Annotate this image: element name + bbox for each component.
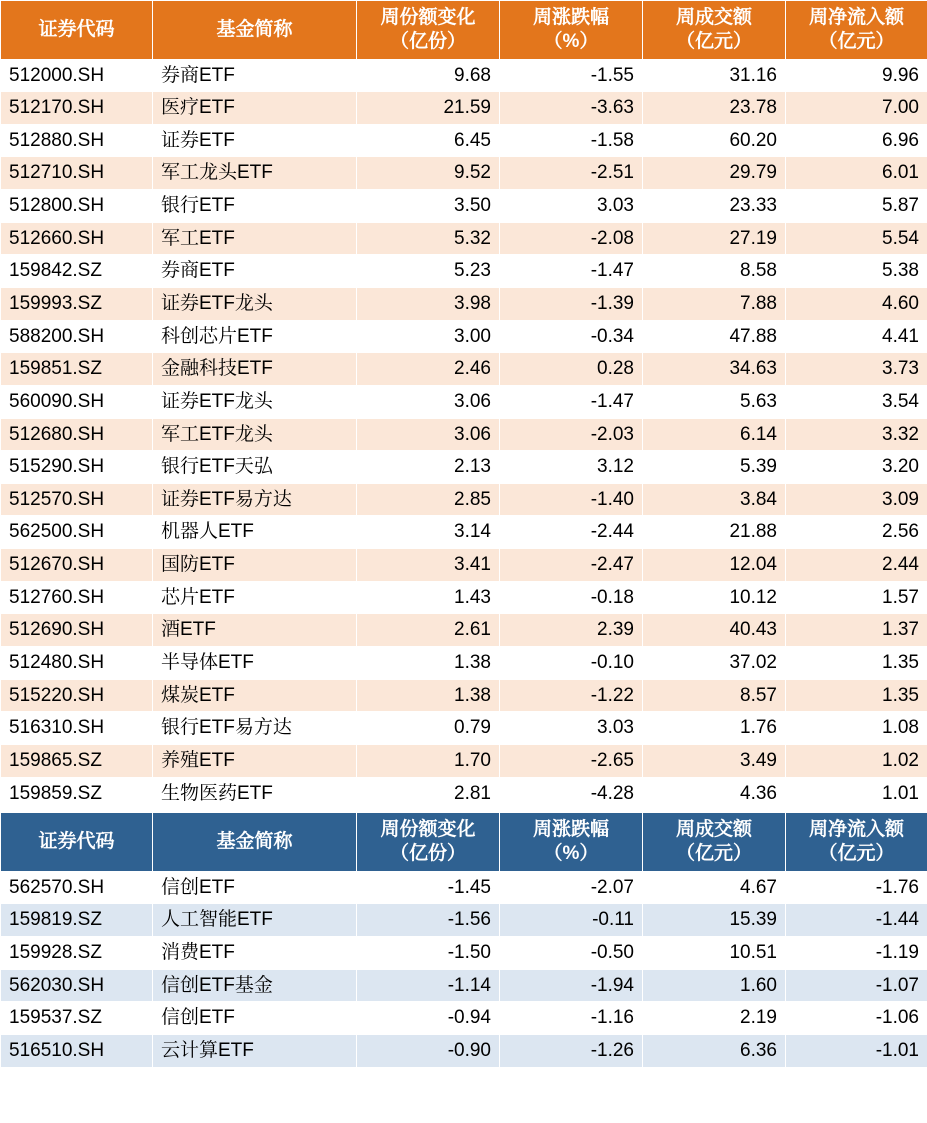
table-row (1, 744, 927, 777)
cell-fund-name: 金融科技ETF (153, 353, 357, 386)
cell-fund-name: 证券ETF易方达 (153, 483, 357, 516)
header-turnover-line1: 周成交额 (675, 819, 752, 841)
cell-fund-name: 酒ETF (153, 614, 357, 647)
cell-share-change: 9.52 (357, 157, 500, 190)
cell-turnover: 4.36 (643, 777, 786, 810)
cell-net-flow: 2.56 (786, 516, 927, 549)
cell-share-change: 3.50 (357, 190, 500, 223)
cell-code: 512880.SH (1, 124, 153, 157)
cell-code: 562500.SH (1, 516, 153, 549)
header-pct-change-line1: 周涨跌幅 (532, 819, 609, 841)
cell-share-change: -0.94 (357, 1002, 500, 1035)
table-row (1, 124, 927, 157)
inflow-table-header (1, 1, 927, 60)
cell-net-flow: -1.01 (786, 1034, 927, 1067)
cell-net-flow: -1.19 (786, 937, 927, 970)
cell-net-flow: 3.20 (786, 451, 927, 484)
table-row (1, 385, 927, 418)
cell-code: 512680.SH (1, 418, 153, 451)
cell-fund-name: 券商ETF (153, 59, 357, 92)
cell-fund-name: 云计算ETF (153, 1034, 357, 1067)
cell-share-change: 1.70 (357, 744, 500, 777)
header-row (1, 1, 927, 60)
cell-pct-change: -1.39 (500, 287, 643, 320)
table-row (1, 581, 927, 614)
cell-code: 512670.SH (1, 549, 153, 582)
cell-net-flow: 9.96 (786, 59, 927, 92)
cell-pct-change: -1.94 (500, 969, 643, 1002)
cell-code: 159851.SZ (1, 353, 153, 386)
cell-pct-change: -0.50 (500, 937, 643, 970)
cell-net-flow: 1.08 (786, 712, 927, 745)
cell-code: 516310.SH (1, 712, 153, 745)
cell-share-change: 3.14 (357, 516, 500, 549)
cell-share-change: 3.41 (357, 549, 500, 582)
cell-share-change: 5.32 (357, 222, 500, 255)
cell-turnover: 34.63 (643, 353, 786, 386)
header-row (1, 813, 927, 872)
cell-share-change: 3.06 (357, 385, 500, 418)
cell-pct-change: 3.12 (500, 451, 643, 484)
cell-turnover: 60.20 (643, 124, 786, 157)
cell-fund-name: 机器人ETF (153, 516, 357, 549)
cell-pct-change: -1.40 (500, 483, 643, 516)
cell-share-change: 3.98 (357, 287, 500, 320)
cell-pct-change: -1.22 (500, 679, 643, 712)
table-row (1, 92, 927, 125)
cell-pct-change: -0.10 (500, 647, 643, 680)
cell-fund-name: 半导体ETF (153, 647, 357, 680)
cell-turnover: 40.43 (643, 614, 786, 647)
cell-share-change: 1.38 (357, 647, 500, 680)
table-row (1, 904, 927, 937)
cell-turnover: 37.02 (643, 647, 786, 680)
cell-net-flow: -1.76 (786, 871, 927, 904)
cell-net-flow: 4.41 (786, 320, 927, 353)
cell-pct-change: 3.03 (500, 712, 643, 745)
cell-code: 562570.SH (1, 871, 153, 904)
cell-fund-name: 证券ETF龙头 (153, 385, 357, 418)
cell-share-change: 2.46 (357, 353, 500, 386)
cell-pct-change: -2.47 (500, 549, 643, 582)
header-name: 基金简称 (153, 1, 357, 60)
cell-code: 159859.SZ (1, 777, 153, 810)
cell-pct-change: -1.47 (500, 255, 643, 288)
table-row (1, 320, 927, 353)
cell-pct-change: -1.26 (500, 1034, 643, 1067)
cell-code: 159537.SZ (1, 1002, 153, 1035)
net-outflow-table (0, 812, 927, 1067)
cell-code: 512570.SH (1, 483, 153, 516)
cell-code: 512000.SH (1, 59, 153, 92)
cell-turnover: 8.58 (643, 255, 786, 288)
cell-pct-change: 2.39 (500, 614, 643, 647)
cell-net-flow: 1.01 (786, 777, 927, 810)
cell-turnover: 3.49 (643, 744, 786, 777)
cell-code: 560090.SH (1, 385, 153, 418)
cell-pct-change: -2.65 (500, 744, 643, 777)
cell-fund-name: 证券ETF (153, 124, 357, 157)
table-row (1, 59, 927, 92)
table-row (1, 969, 927, 1002)
cell-code: 512800.SH (1, 190, 153, 223)
cell-fund-name: 芯片ETF (153, 581, 357, 614)
cell-net-flow: 7.00 (786, 92, 927, 125)
cell-turnover: 47.88 (643, 320, 786, 353)
cell-pct-change: -2.44 (500, 516, 643, 549)
cell-code: 159865.SZ (1, 744, 153, 777)
cell-pct-change: 3.03 (500, 190, 643, 223)
cell-share-change: 21.59 (357, 92, 500, 125)
cell-pct-change: -0.11 (500, 904, 643, 937)
cell-share-change: 3.00 (357, 320, 500, 353)
cell-net-flow: 1.57 (786, 581, 927, 614)
table-row (1, 871, 927, 904)
cell-share-change: 3.06 (357, 418, 500, 451)
cell-turnover: 12.04 (643, 549, 786, 582)
cell-code: 515220.SH (1, 679, 153, 712)
cell-turnover: 31.16 (643, 59, 786, 92)
table-row (1, 353, 927, 386)
cell-pct-change: 0.28 (500, 353, 643, 386)
cell-share-change: 2.85 (357, 483, 500, 516)
cell-fund-name: 煤炭ETF (153, 679, 357, 712)
cell-share-change: 0.79 (357, 712, 500, 745)
cell-code: 588200.SH (1, 320, 153, 353)
inflow-table-body (1, 59, 927, 810)
header-netflow-line2: （亿元） (818, 842, 895, 864)
header-share-change (357, 813, 500, 872)
table-row (1, 647, 927, 680)
table-row (1, 418, 927, 451)
header-code: 证券代码 (1, 1, 153, 60)
cell-share-change: -1.56 (357, 904, 500, 937)
cell-turnover: 10.51 (643, 937, 786, 970)
cell-fund-name: 军工龙头ETF (153, 157, 357, 190)
cell-pct-change: -4.28 (500, 777, 643, 810)
cell-pct-change: -2.51 (500, 157, 643, 190)
cell-net-flow: 1.35 (786, 647, 927, 680)
table-row (1, 222, 927, 255)
cell-pct-change: -3.63 (500, 92, 643, 125)
header-turnover-line2: （亿元） (675, 842, 752, 864)
cell-share-change: 2.81 (357, 777, 500, 810)
cell-share-change: -1.50 (357, 937, 500, 970)
cell-net-flow: 3.73 (786, 353, 927, 386)
cell-net-flow: -1.44 (786, 904, 927, 937)
table-row (1, 712, 927, 745)
header-netflow-line1: 周净流入额 (808, 819, 904, 841)
header-turnover-line1: 周成交额 (675, 7, 752, 28)
cell-turnover: 6.36 (643, 1034, 786, 1067)
cell-fund-name: 信创ETF (153, 1002, 357, 1035)
cell-fund-name: 消费ETF (153, 937, 357, 970)
table-row (1, 190, 927, 223)
cell-code: 512710.SH (1, 157, 153, 190)
cell-code: 159928.SZ (1, 937, 153, 970)
header-turnover-line2: （亿元） (675, 30, 752, 52)
cell-turnover: 29.79 (643, 157, 786, 190)
header-netflow (786, 813, 927, 872)
cell-share-change: 6.45 (357, 124, 500, 157)
cell-pct-change: -1.47 (500, 385, 643, 418)
cell-net-flow: -1.07 (786, 969, 927, 1002)
header-netflow-line1: 周净流入额 (808, 7, 904, 28)
cell-turnover: 3.84 (643, 483, 786, 516)
cell-net-flow: 6.96 (786, 124, 927, 157)
cell-fund-name: 信创ETF基金 (153, 969, 357, 1002)
cell-fund-name: 医疗ETF (153, 92, 357, 125)
cell-net-flow: 2.44 (786, 549, 927, 582)
cell-code: 159819.SZ (1, 904, 153, 937)
cell-fund-name: 银行ETF天弘 (153, 451, 357, 484)
cell-turnover: 6.14 (643, 418, 786, 451)
table-row (1, 777, 927, 810)
cell-turnover: 8.57 (643, 679, 786, 712)
header-netflow-line2: （亿元） (818, 30, 895, 52)
cell-fund-name: 科创芯片ETF (153, 320, 357, 353)
header-share-change-line2: （亿份） (389, 842, 466, 864)
cell-fund-name: 军工ETF (153, 222, 357, 255)
header-share-change (357, 1, 500, 60)
cell-net-flow: 5.87 (786, 190, 927, 223)
cell-pct-change: -1.16 (500, 1002, 643, 1035)
cell-net-flow: 6.01 (786, 157, 927, 190)
cell-net-flow: 1.35 (786, 679, 927, 712)
table-row (1, 1034, 927, 1067)
cell-share-change: 2.13 (357, 451, 500, 484)
table-row (1, 679, 927, 712)
table-row (1, 1002, 927, 1035)
cell-net-flow: 1.02 (786, 744, 927, 777)
table-row (1, 516, 927, 549)
cell-code: 562030.SH (1, 969, 153, 1002)
cell-share-change: 5.23 (357, 255, 500, 288)
cell-pct-change: -2.07 (500, 871, 643, 904)
cell-turnover: 23.33 (643, 190, 786, 223)
cell-pct-change: -0.18 (500, 581, 643, 614)
header-share-change-line2: （亿份） (389, 30, 466, 52)
cell-code: 512660.SH (1, 222, 153, 255)
cell-net-flow: 3.54 (786, 385, 927, 418)
cell-turnover: 4.67 (643, 871, 786, 904)
cell-turnover: 5.39 (643, 451, 786, 484)
table-row (1, 255, 927, 288)
header-share-change-line1: 周份额变化 (380, 819, 476, 841)
cell-share-change: 1.43 (357, 581, 500, 614)
cell-fund-name: 银行ETF易方达 (153, 712, 357, 745)
cell-pct-change: -0.34 (500, 320, 643, 353)
header-turnover (643, 813, 786, 872)
cell-turnover: 1.76 (643, 712, 786, 745)
cell-turnover: 5.63 (643, 385, 786, 418)
cell-fund-name: 军工ETF龙头 (153, 418, 357, 451)
cell-share-change: -1.45 (357, 871, 500, 904)
cell-turnover: 23.78 (643, 92, 786, 125)
header-pct-change-line2: （%） (543, 842, 599, 864)
cell-fund-name: 养殖ETF (153, 744, 357, 777)
cell-pct-change: -2.03 (500, 418, 643, 451)
header-name: 基金简称 (153, 813, 357, 872)
cell-fund-name: 证券ETF龙头 (153, 287, 357, 320)
cell-turnover: 10.12 (643, 581, 786, 614)
table-row (1, 937, 927, 970)
cell-net-flow: 5.54 (786, 222, 927, 255)
table-row (1, 549, 927, 582)
outflow-table-header (1, 813, 927, 872)
cell-turnover: 7.88 (643, 287, 786, 320)
cell-code: 512480.SH (1, 647, 153, 680)
cell-share-change: -1.14 (357, 969, 500, 1002)
cell-code: 159993.SZ (1, 287, 153, 320)
cell-share-change: 2.61 (357, 614, 500, 647)
cell-code: 512170.SH (1, 92, 153, 125)
header-pct-change-line2: （%） (543, 30, 599, 52)
cell-share-change: 1.38 (357, 679, 500, 712)
cell-fund-name: 券商ETF (153, 255, 357, 288)
table-row (1, 157, 927, 190)
cell-code: 512760.SH (1, 581, 153, 614)
cell-fund-name: 信创ETF (153, 871, 357, 904)
cell-net-flow: 5.38 (786, 255, 927, 288)
table-row (1, 451, 927, 484)
cell-net-flow: 1.37 (786, 614, 927, 647)
cell-code: 512690.SH (1, 614, 153, 647)
cell-net-flow: -1.06 (786, 1002, 927, 1035)
cell-share-change: 9.68 (357, 59, 500, 92)
cell-net-flow: 3.32 (786, 418, 927, 451)
header-pct-change (500, 1, 643, 60)
cell-fund-name: 银行ETF (153, 190, 357, 223)
table-row (1, 483, 927, 516)
header-pct-change-line1: 周涨跌幅 (532, 7, 609, 28)
header-turnover (643, 1, 786, 60)
cell-turnover: 27.19 (643, 222, 786, 255)
cell-net-flow: 3.09 (786, 483, 927, 516)
cell-fund-name: 国防ETF (153, 549, 357, 582)
table-row (1, 287, 927, 320)
cell-pct-change: -1.55 (500, 59, 643, 92)
header-pct-change (500, 813, 643, 872)
table-row (1, 614, 927, 647)
cell-turnover: 15.39 (643, 904, 786, 937)
outflow-table-body (1, 871, 927, 1067)
header-code: 证券代码 (1, 813, 153, 872)
cell-fund-name: 生物医药ETF (153, 777, 357, 810)
cell-pct-change: -2.08 (500, 222, 643, 255)
header-netflow (786, 1, 927, 60)
cell-fund-name: 人工智能ETF (153, 904, 357, 937)
cell-turnover: 1.60 (643, 969, 786, 1002)
cell-share-change: -0.90 (357, 1034, 500, 1067)
cell-net-flow: 4.60 (786, 287, 927, 320)
cell-code: 516510.SH (1, 1034, 153, 1067)
cell-turnover: 2.19 (643, 1002, 786, 1035)
cell-code: 159842.SZ (1, 255, 153, 288)
cell-turnover: 21.88 (643, 516, 786, 549)
cell-code: 515290.SH (1, 451, 153, 484)
header-share-change-line1: 周份额变化 (380, 7, 476, 28)
cell-pct-change: -1.58 (500, 124, 643, 157)
